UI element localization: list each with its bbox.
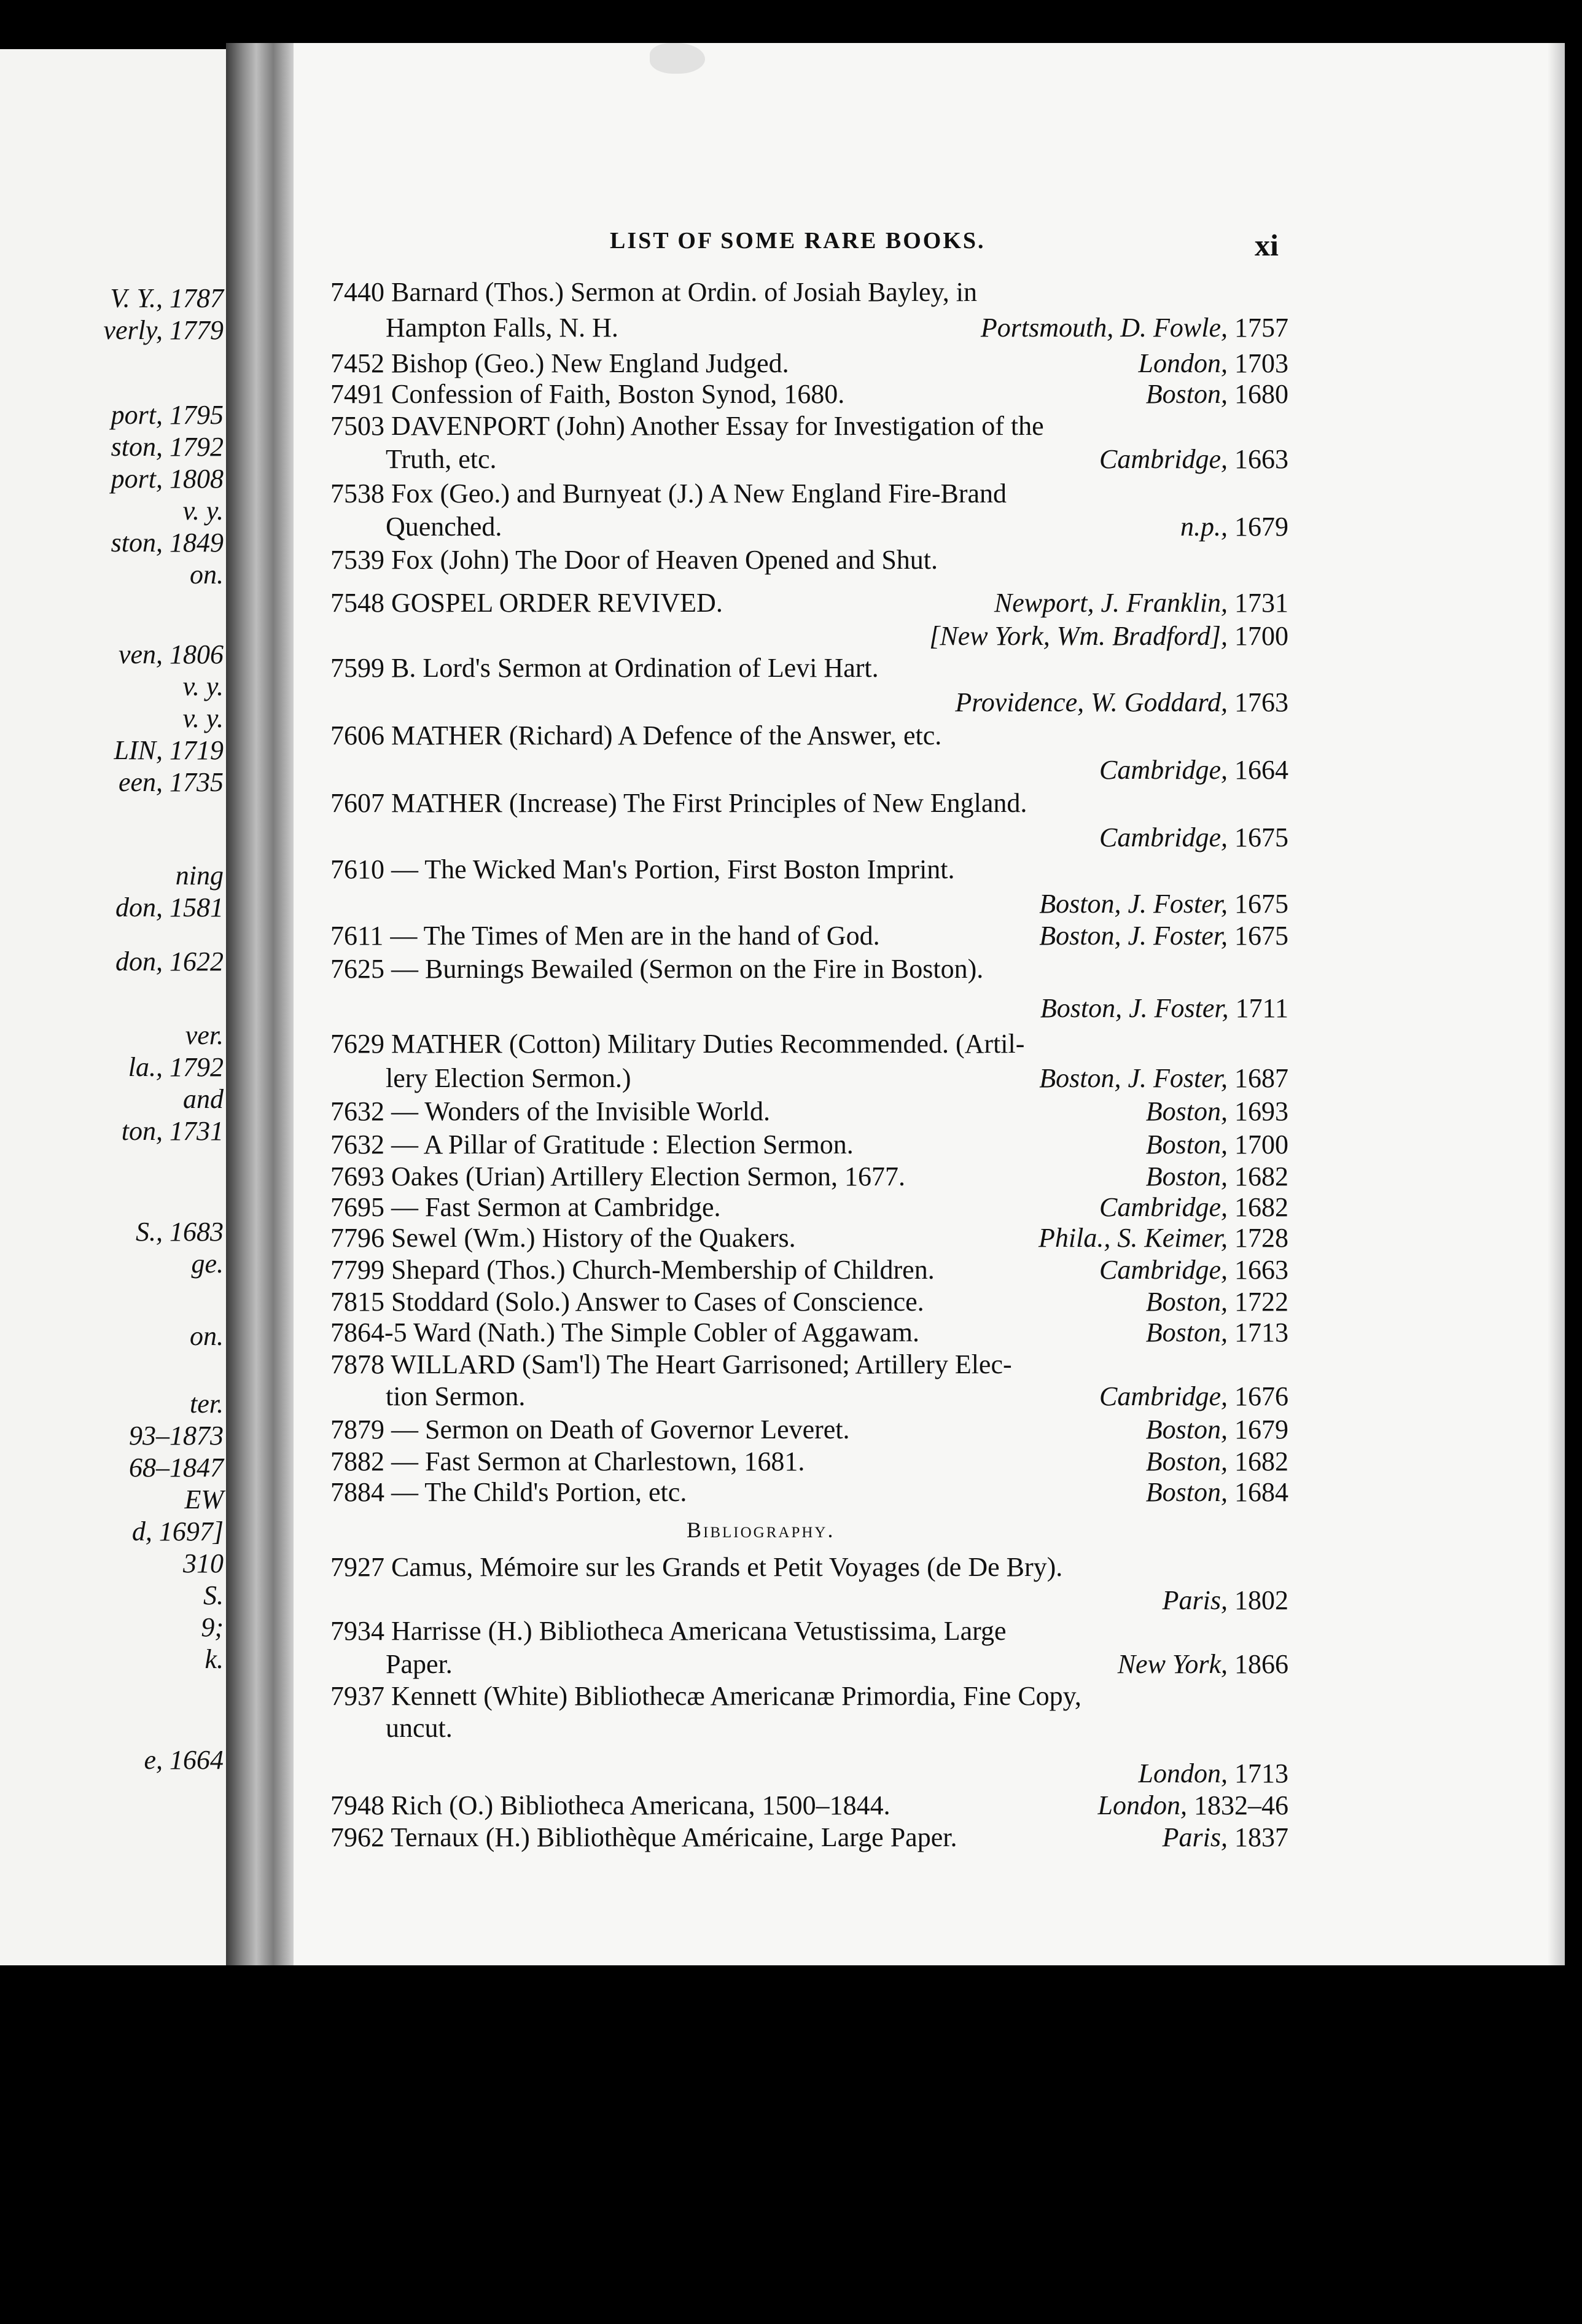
entry-text: 7815 Stoddard (Solo.) Answer to Cases of Conscience. bbox=[330, 1287, 924, 1317]
entry-text: 7878 WILLARD (Sam'l) The Heart Garrisoned; Artillery Elec- bbox=[330, 1349, 1012, 1379]
left-page-fragment: port, 1808 bbox=[111, 464, 224, 494]
entry-imprint: Cambridge, bbox=[1099, 1255, 1228, 1285]
list-item bbox=[330, 1585, 1288, 1619]
entry-year: 1866 bbox=[1228, 1649, 1288, 1679]
entry-text: 7539 Fox (John) The Door of Heaven Opened and Shut. bbox=[330, 545, 938, 575]
entry-year: 1663 bbox=[1228, 444, 1288, 474]
entry-year: 1682 bbox=[1228, 1161, 1288, 1191]
entry-imprint: Boston, bbox=[1145, 1161, 1228, 1191]
left-page-fragment: ton, 1731 bbox=[121, 1116, 224, 1146]
left-page-fragment: d, 1697] bbox=[131, 1516, 224, 1546]
entry-imprint: Boston, bbox=[1145, 1096, 1228, 1126]
entry-text: 7632 — A Pillar of Gratitude : Election Sermon. bbox=[330, 1129, 854, 1160]
entry-text: 7695 — Fast Sermon at Cambridge. bbox=[330, 1192, 721, 1222]
entry-imprint: Boston, bbox=[1145, 1129, 1228, 1160]
left-page-fragment: port, 1795 bbox=[111, 400, 224, 430]
left-page-fragment: een, 1735 bbox=[118, 767, 224, 797]
entry-text: 7538 Fox (Geo.) and Burnyeat (J.) A New England Fire-Brand bbox=[330, 478, 1007, 509]
entry-year: 1680 bbox=[1228, 379, 1288, 409]
left-page-fragment: ston, 1792 bbox=[111, 432, 224, 462]
left-page-fragment: S., 1683 bbox=[136, 1217, 224, 1247]
entry-year: 1693 bbox=[1228, 1096, 1288, 1126]
entry-imprint: Cambridge, bbox=[1099, 1192, 1228, 1222]
list-item bbox=[330, 1648, 1288, 1683]
entry-imprint: Phila., S. Keimer, bbox=[1038, 1223, 1228, 1253]
entry-imprint: Cambridge, bbox=[1099, 1381, 1228, 1411]
list-item bbox=[330, 1758, 1288, 1792]
entry-imprint: Newport, J. Franklin, bbox=[994, 588, 1228, 618]
left-page-fragment: ge. bbox=[191, 1249, 224, 1279]
list-item bbox=[330, 1680, 1288, 1715]
entry-text: 7927 Camus, Mémoire sur les Grands et Petit Voyages (de De Bry). bbox=[330, 1552, 1063, 1582]
left-page-fragment: don, 1581 bbox=[115, 892, 224, 922]
left-page-fragment: S. bbox=[203, 1580, 224, 1610]
list-item bbox=[330, 1712, 1288, 1747]
entry-text: 7693 Oakes (Urian) Artillery Election Sermon, 1677. bbox=[330, 1161, 906, 1191]
entry-text: tion Sermon. bbox=[386, 1381, 526, 1411]
left-page-fragment: 68–1847 bbox=[129, 1452, 224, 1483]
entry-year: 1763 bbox=[1228, 687, 1288, 717]
left-page-fragment: ston, 1849 bbox=[111, 528, 224, 558]
entry-imprint: n.p., bbox=[1180, 512, 1228, 542]
entry-text: 7882 — Fast Sermon at Charlestown, 1681. bbox=[330, 1446, 805, 1476]
left-page bbox=[0, 49, 227, 1965]
right-page bbox=[294, 43, 1565, 1965]
entry-text: 7610 — The Wicked Man's Portion, First Boston Imprint. bbox=[330, 854, 955, 884]
entry-year: 1731 bbox=[1228, 588, 1288, 618]
entry-imprint: Boston, bbox=[1145, 1477, 1228, 1507]
entry-imprint: Boston, bbox=[1145, 1414, 1228, 1445]
entry-year: 1676 bbox=[1228, 1381, 1288, 1411]
left-page-fragment: la., 1792 bbox=[128, 1052, 224, 1082]
entry-text: 7796 Sewel (Wm.) History of the Quakers. bbox=[330, 1223, 796, 1253]
list-item bbox=[330, 1790, 1288, 1824]
entry-imprint: London, bbox=[1138, 348, 1228, 378]
entry-year: 1802 bbox=[1228, 1585, 1288, 1615]
entry-imprint: London, bbox=[1138, 1758, 1228, 1788]
entry-text: Truth, etc. bbox=[386, 444, 497, 474]
entry-text: 7879 — Sermon on Death of Governor Leveret. bbox=[330, 1414, 850, 1445]
entry-imprint: Boston, J. Foster, bbox=[1039, 1063, 1228, 1093]
entry-text: 7934 Harrisse (H.) Bibliotheca Americana Vetustissima, Large bbox=[330, 1616, 1007, 1646]
left-page-fragment: ver. bbox=[185, 1020, 224, 1050]
left-page-fragment: v. y. bbox=[182, 703, 224, 733]
left-page-fragment: don, 1622 bbox=[115, 946, 224, 977]
entry-imprint: New York, bbox=[1117, 1649, 1228, 1679]
left-page-fragment: ven, 1806 bbox=[118, 639, 224, 669]
left-page-fragment: 310 bbox=[183, 1548, 224, 1578]
entry-imprint: Paris, bbox=[1162, 1822, 1228, 1852]
entry-year: 1675 bbox=[1228, 889, 1288, 919]
entry-year: 1682 bbox=[1228, 1446, 1288, 1476]
entry-text: 7611 — The Times of Men are in the hand of God. bbox=[330, 921, 880, 951]
entry-text: 7962 Ternaux (H.) Bibliothèque Américaine, Large Paper. bbox=[330, 1822, 957, 1852]
left-page-fragment: ter. bbox=[190, 1389, 224, 1419]
book-gutter bbox=[226, 43, 294, 1965]
entry-imprint: Boston, bbox=[1145, 1446, 1228, 1476]
bibliography-list bbox=[330, 43, 1301, 1947]
bibliography-heading: Bibliography. bbox=[687, 1518, 835, 1542]
running-header: LIST OF SOME RARE BOOKS. bbox=[610, 228, 986, 254]
entry-text: 7607 MATHER (Increase) The First Principles of New England. bbox=[330, 788, 1027, 818]
entry-text: 7948 Rich (O.) Bibliotheca Americana, 1500–1844. bbox=[330, 1790, 890, 1820]
entry-imprint: Boston, J. Foster, bbox=[1039, 921, 1228, 951]
entry-text: 7937 Kennett (White) Bibliothecæ Americanæ Primordia, Fine Copy, bbox=[330, 1681, 1081, 1711]
entry-text: 7864-5 Ward (Nath.) The Simple Cobler of Aggawam. bbox=[330, 1317, 919, 1347]
entry-year: 1675 bbox=[1228, 822, 1288, 852]
entry-year: 1663 bbox=[1228, 1255, 1288, 1285]
entry-imprint: Boston, J. Foster, bbox=[1039, 889, 1228, 919]
entry-year: 1682 bbox=[1228, 1192, 1288, 1222]
entry-text: 7884 — The Child's Portion, etc. bbox=[330, 1477, 687, 1507]
entry-imprint: Boston, J. Foster, bbox=[1040, 993, 1229, 1023]
entry-text: 7452 Bishop (Geo.) New England Judged. bbox=[330, 348, 789, 378]
entry-text: 7548 GOSPEL ORDER REVIVED. bbox=[330, 588, 723, 618]
entry-year: 1687 bbox=[1228, 1063, 1288, 1093]
left-page-fragment: 9; bbox=[201, 1612, 224, 1642]
entry-imprint: Boston, bbox=[1145, 1317, 1228, 1347]
entry-imprint: Portsmouth, D. Fowle, bbox=[980, 313, 1228, 343]
entry-text: 7599 B. Lord's Sermon at Ordination of Levi Hart. bbox=[330, 653, 879, 683]
entry-text: uncut. bbox=[386, 1713, 453, 1743]
left-page-fragment: k. bbox=[205, 1644, 224, 1674]
left-page-fragment: and bbox=[183, 1084, 224, 1114]
entry-imprint: Providence, W. Goddard, bbox=[955, 687, 1228, 717]
entry-year: 1713 bbox=[1228, 1317, 1288, 1347]
entry-year: 1713 bbox=[1228, 1758, 1288, 1788]
entry-imprint: London, bbox=[1097, 1790, 1187, 1820]
entry-text: 7632 — Wonders of the Invisible World. bbox=[330, 1096, 770, 1126]
left-page-fragment: verly, 1779 bbox=[103, 315, 224, 345]
entry-text: 7606 MATHER (Richard) A Defence of the Answer, etc. bbox=[330, 720, 942, 751]
entry-year: 1832–46 bbox=[1187, 1790, 1288, 1820]
left-page-fragment: v. y. bbox=[182, 496, 224, 526]
entry-text: 7629 MATHER (Cotton) Military Duties Recommended. (Artil- bbox=[330, 1029, 1025, 1059]
left-page-fragment: LIN, 1719 bbox=[114, 735, 224, 765]
entry-text: Paper. bbox=[386, 1649, 453, 1679]
list-item bbox=[330, 1822, 1288, 1856]
entry-imprint: Boston, bbox=[1145, 1287, 1228, 1317]
entry-text: Hampton Falls, N. H. bbox=[386, 313, 618, 343]
list-item bbox=[330, 1615, 1288, 1650]
entry-year: 1700 bbox=[1228, 1129, 1288, 1160]
left-page-fragment: ning bbox=[175, 860, 224, 891]
entry-imprint: Cambridge, bbox=[1099, 444, 1228, 474]
entry-year: 1757 bbox=[1228, 313, 1288, 343]
left-page-fragment: v. y. bbox=[182, 671, 224, 701]
entry-imprint: Cambridge, bbox=[1099, 755, 1228, 785]
entry-imprint: Cambridge, bbox=[1099, 822, 1228, 852]
entry-year: 1679 bbox=[1228, 512, 1288, 542]
left-page-fragment: on. bbox=[190, 560, 224, 590]
entry-year: 1675 bbox=[1228, 921, 1288, 951]
left-page-fragment: e, 1664 bbox=[144, 1745, 224, 1775]
entry-imprint: Boston, bbox=[1145, 379, 1228, 409]
left-page-fragment: on. bbox=[190, 1321, 224, 1351]
entry-year: 1703 bbox=[1228, 348, 1288, 378]
entry-text: 7440 Barnard (Thos.) Sermon at Ordin. of Josiah Bayley, in bbox=[330, 277, 977, 307]
entry-year: 1684 bbox=[1228, 1477, 1288, 1507]
left-page-fragment: 93–1873 bbox=[129, 1421, 224, 1451]
entry-year: 1679 bbox=[1228, 1414, 1288, 1445]
entry-text: Quenched. bbox=[386, 512, 502, 542]
entry-text: 7799 Shepard (Thos.) Church-Membership of Children. bbox=[330, 1255, 935, 1285]
left-page-fragment: V. Y., 1787 bbox=[110, 283, 224, 313]
entry-year: 1722 bbox=[1228, 1287, 1288, 1317]
entry-imprint: [New York, Wm. Bradford], bbox=[929, 621, 1228, 651]
page-number: xi bbox=[1255, 228, 1279, 262]
entry-imprint: Paris, bbox=[1162, 1585, 1228, 1615]
entry-text: 7491 Confession of Faith, Boston Synod, 1680. bbox=[330, 379, 845, 409]
entry-text: lery Election Sermon.) bbox=[386, 1063, 631, 1093]
entry-year: 1664 bbox=[1228, 755, 1288, 785]
left-page-fragment: EW bbox=[184, 1484, 224, 1515]
entry-text: 7625 — Burnings Bewailed (Sermon on the Fire in Boston). bbox=[330, 954, 984, 984]
entry-text: 7503 DAVENPORT (John) Another Essay for Investigation of the bbox=[330, 411, 1044, 441]
entry-year: 1700 bbox=[1228, 621, 1288, 651]
list-item bbox=[330, 1551, 1288, 1586]
entry-year: 1711 bbox=[1228, 993, 1288, 1023]
entry-year: 1837 bbox=[1228, 1822, 1288, 1852]
entry-year: 1728 bbox=[1228, 1223, 1288, 1253]
